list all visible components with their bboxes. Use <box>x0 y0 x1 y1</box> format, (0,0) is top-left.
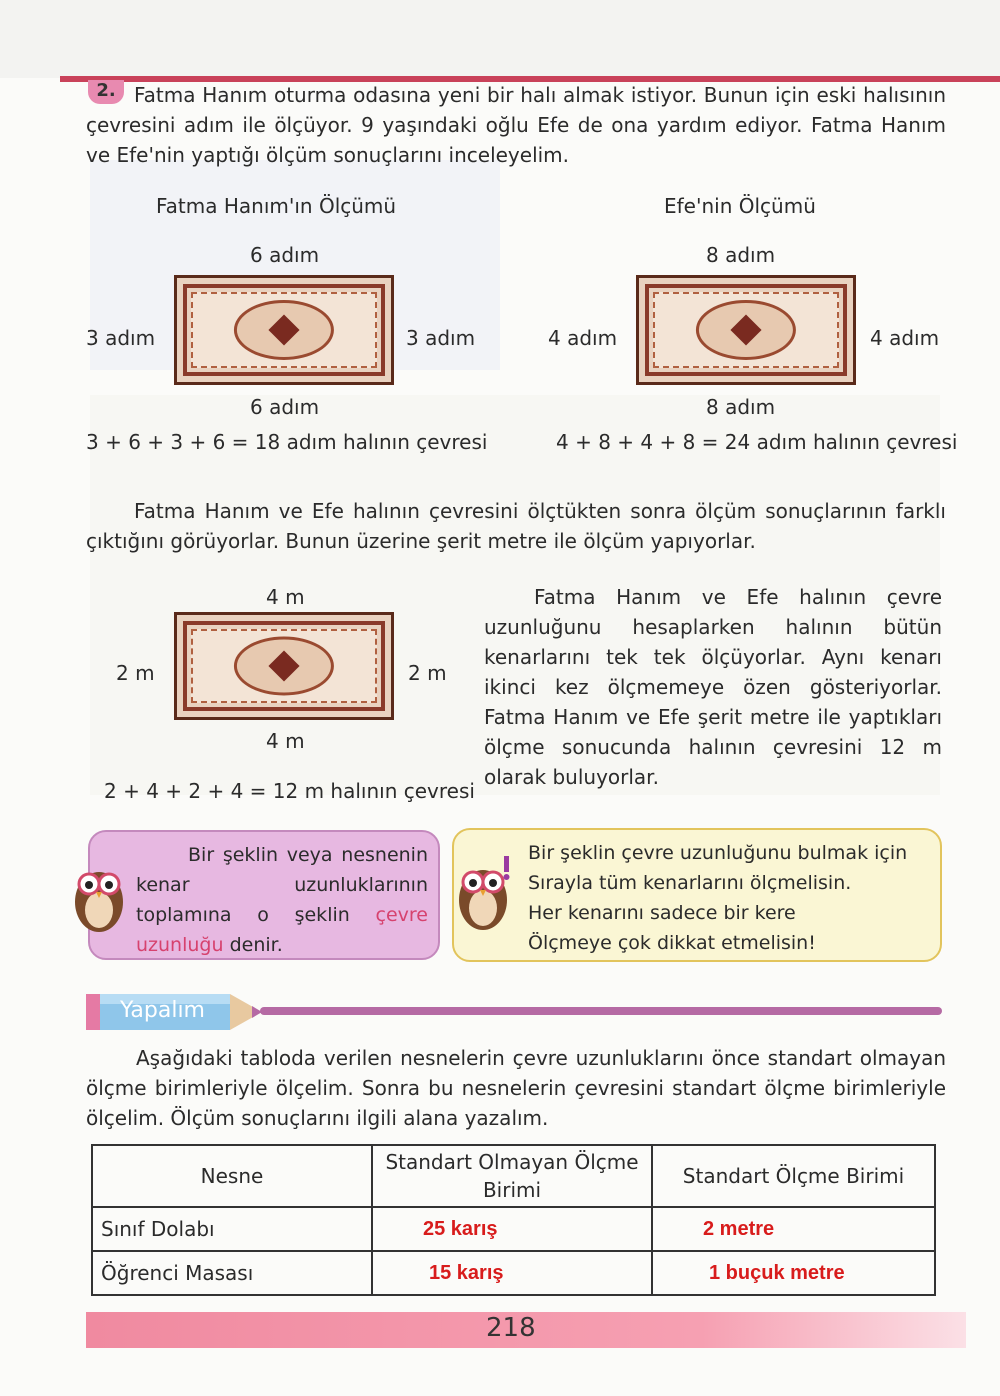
metre-sum: 2 + 4 + 2 + 4 = 12 m halının çevresi <box>104 779 475 803</box>
measurement-table <box>91 1144 936 1296</box>
page-number: 218 <box>486 1313 536 1343</box>
owl-illustration <box>454 854 512 934</box>
efe-left-label: 4 adım <box>548 326 618 350</box>
rug-image <box>174 275 394 385</box>
table-header-row <box>92 1145 935 1207</box>
table-cell-object: Sınıf Dolabı <box>92 1207 372 1251</box>
table-cell-object: Öğrenci Masası <box>92 1251 372 1295</box>
fatma-right-label: 3 adım <box>406 326 476 350</box>
exercise-number-badge: 2. <box>88 80 124 104</box>
efe-top-label: 8 adım <box>706 243 776 267</box>
section-paragraph: Aşağıdaki tabloda verilen nesnelerin çevre uzunluklarını önce standart olmayan ölçme birimleriyle ölçelim. Sonra bu nesnelerin çevresini standart ölçme birimleriyle ölçelim. Ölçüm sonuçlarını ilgili alana yazalım. <box>86 1046 946 1130</box>
intro-paragraph: Fatma Hanım oturma odasına yeni bir halı almak istiyor. Bunun için eski halısının çevresini adım ile ölçüyor. 9 yaşındaki oğlu Efe de ona yardım ediyor. Fatma Hanım ve Efe'nin yaptığı ölçüm sonuçlarını inceleyelim. <box>86 83 946 167</box>
efe-measure-title: Efe'nin Ölçümü <box>664 194 816 218</box>
tip-text <box>528 838 938 958</box>
tip-line: Sırayla tüm kenarlarını ölçmelisin. <box>528 872 852 894</box>
table-header-cell: Nesne <box>92 1145 372 1207</box>
table-header-cell: Standart Olmayan Ölçme Birimi <box>372 1145 652 1207</box>
definition-text-end: denir. <box>229 934 283 956</box>
efe-right-label: 4 adım <box>870 326 940 350</box>
middle-paragraph: Fatma Hanım ve Efe halının çevresini ölçtükten sonra ölçüm sonuçlarının farklı çıktığını görüyorlar. Bunun üzerine şerit metre ile ölçüm yapıyorlar. <box>86 499 946 553</box>
definition-highlight: çevre uzunluğu <box>136 904 428 956</box>
section-title: Yapalım <box>120 998 205 1023</box>
metre-right-label: 2 m <box>408 661 447 685</box>
owl-illustration <box>70 856 128 936</box>
page-top-edge <box>0 0 1000 78</box>
fatma-left-label: 3 adım <box>86 326 156 350</box>
rug-image <box>174 612 394 720</box>
table-row <box>92 1251 935 1295</box>
fatma-top-label: 6 adım <box>250 243 320 267</box>
table-row <box>92 1207 935 1251</box>
metre-left-label: 2 m <box>116 661 155 685</box>
rug-image <box>636 275 856 385</box>
metre-explanation: Fatma Hanım ve Efe halının çevre uzunluğunu hesaplarken halının bütün kenarlarını tek tek ölçüyorlar. Aynı kenarı ikinci kez ölçmemeye özen gösteriyorlar. Fatma Hanım ve Efe şerit metre ile yaptıkları ölçme sonucunda halının çevresini 12 m olarak buluyorlar. <box>484 585 942 789</box>
metre-top-label: 4 m <box>266 585 305 609</box>
efe-sum: 4 + 8 + 4 + 8 = 24 adım halının çevresi <box>556 430 958 454</box>
table-cell-nonstandard[interactable]: 25 karış <box>372 1207 652 1251</box>
fatma-measure-title: Fatma Hanım'ın Ölçümü <box>156 194 397 218</box>
tip-line: Her kenarını sadece bir kere <box>528 902 796 924</box>
section-rule <box>260 1007 942 1015</box>
definition-text <box>136 840 428 960</box>
efe-bottom-label: 8 adım <box>706 395 776 419</box>
fatma-sum: 3 + 6 + 3 + 6 = 18 adım halının çevresi <box>86 430 488 454</box>
table-header-cell: Standart Ölçme Birimi <box>652 1145 935 1207</box>
table-cell-nonstandard[interactable]: 15 karış <box>372 1251 652 1295</box>
metre-bottom-label: 4 m <box>266 729 305 753</box>
definition-text-start: Bir şeklin veya nesnenin kenar uzunluklarının toplamına o şeklin <box>136 844 428 926</box>
fatma-bottom-label: 6 adım <box>250 395 320 419</box>
tip-line: Ölçmeye çok dikkat etmelisin! <box>528 932 816 954</box>
tip-line: Bir şeklin çevre uzunluğunu bulmak için <box>528 842 908 864</box>
table-cell-standard[interactable]: 2 metre <box>652 1207 935 1251</box>
table-cell-standard[interactable]: 1 buçuk metre <box>652 1251 935 1295</box>
